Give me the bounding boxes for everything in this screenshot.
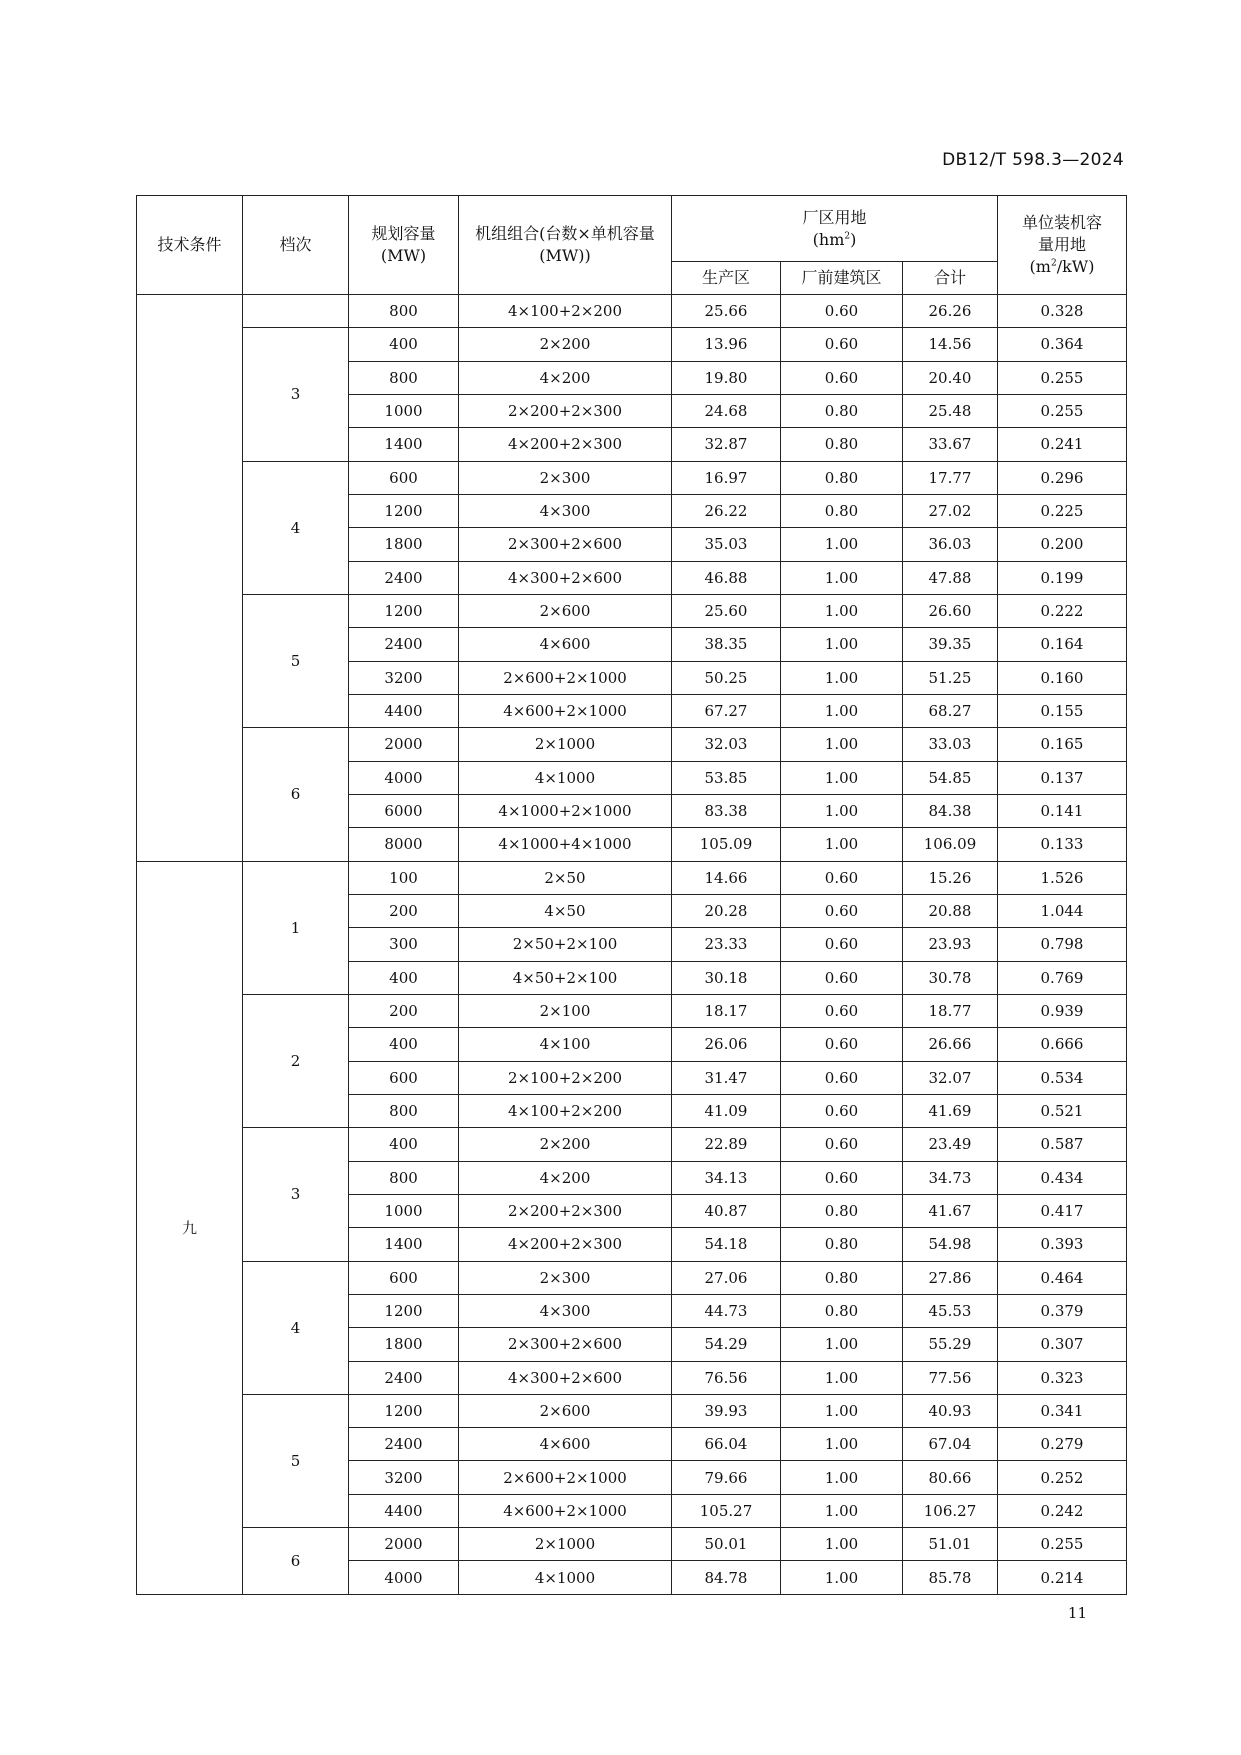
cell-total: 33.03 [903,728,998,761]
cell-total: 23.49 [903,1128,998,1161]
cell-front-building: 0.60 [781,994,903,1027]
cell-capacity: 6000 [349,794,459,827]
cell-production: 23.33 [672,928,781,961]
cell-grade: 5 [243,594,349,727]
cell-total: 23.93 [903,928,998,961]
cell-combination: 4×50 [459,894,672,927]
cell-capacity: 300 [349,928,459,961]
cell-front-building: 1.00 [781,628,903,661]
cell-unit-land: 0.939 [998,994,1127,1027]
cell-grade: 6 [243,1528,349,1595]
cell-combination: 4×1000 [459,1561,672,1594]
header-grade: 档次 [243,196,349,295]
cell-combination: 2×600+2×1000 [459,661,672,694]
cell-unit-land: 1.044 [998,894,1127,927]
cell-total: 54.98 [903,1228,998,1261]
cell-production: 54.29 [672,1328,781,1361]
cell-production: 79.66 [672,1461,781,1494]
cell-combination: 2×300+2×600 [459,528,672,561]
cell-combination: 4×300+2×600 [459,1361,672,1394]
cell-capacity: 200 [349,994,459,1027]
cell-front-building: 0.60 [781,861,903,894]
cell-unit-land: 0.252 [998,1461,1127,1494]
header-planned-capacity-label: 规划容量 [371,224,436,243]
cell-production: 22.89 [672,1128,781,1161]
cell-unit-land: 0.364 [998,328,1127,361]
cell-unit-land: 0.242 [998,1494,1127,1527]
cell-total: 25.48 [903,394,998,427]
cell-production: 27.06 [672,1261,781,1294]
cell-combination: 2×600 [459,594,672,627]
cell-combination: 2×300 [459,1261,672,1294]
cell-unit-land: 0.165 [998,728,1127,761]
cell-unit-land: 0.200 [998,528,1127,561]
cell-unit-land: 0.328 [998,295,1127,328]
cell-total: 36.03 [903,528,998,561]
cell-total: 27.86 [903,1261,998,1294]
cell-combination: 4×1000+4×1000 [459,828,672,861]
unit-prefix: (m [1029,257,1051,276]
table-row [137,994,1127,1027]
cell-total: 20.88 [903,894,998,927]
cell-front-building: 0.80 [781,1261,903,1294]
header-front-building-area: 厂前建筑区 [781,262,903,295]
cell-unit-land: 0.296 [998,461,1127,494]
cell-total: 27.02 [903,494,998,527]
cell-production: 50.01 [672,1528,781,1561]
cell-grade: 6 [243,728,349,861]
cell-capacity: 400 [349,961,459,994]
cell-front-building: 0.60 [781,894,903,927]
cell-total: 41.69 [903,1094,998,1127]
cell-unit-land: 0.160 [998,661,1127,694]
cell-unit-land: 0.521 [998,1094,1127,1127]
cell-combination: 4×50+2×100 [459,961,672,994]
cell-combination: 4×300+2×600 [459,561,672,594]
cell-capacity: 2000 [349,728,459,761]
cell-unit-land: 0.133 [998,828,1127,861]
cell-production: 35.03 [672,528,781,561]
cell-front-building: 1.00 [781,1461,903,1494]
cell-combination: 4×200 [459,1161,672,1194]
cell-grade: 3 [243,1128,349,1261]
cell-grade [243,295,349,328]
table-row [137,461,1127,494]
cell-combination: 4×200+2×300 [459,428,672,461]
cell-production: 16.97 [672,461,781,494]
cell-combination: 4×600 [459,1428,672,1461]
cell-total: 45.53 [903,1294,998,1327]
cell-total: 84.38 [903,794,998,827]
cell-capacity: 200 [349,894,459,927]
cell-front-building: 0.60 [781,961,903,994]
cell-combination: 2×100+2×200 [459,1061,672,1094]
cell-total: 51.01 [903,1528,998,1561]
cell-capacity: 2400 [349,628,459,661]
cell-capacity: 1200 [349,494,459,527]
cell-capacity: 2000 [349,1528,459,1561]
table-row [137,1261,1127,1294]
cell-unit-land: 0.141 [998,794,1127,827]
cell-capacity: 2400 [349,1361,459,1394]
cell-capacity: 4400 [349,1494,459,1527]
cell-combination: 2×200 [459,328,672,361]
cell-front-building: 0.60 [781,1061,903,1094]
cell-front-building: 0.60 [781,1161,903,1194]
header-plant-land-label: 厂区用地 [802,207,867,227]
cell-total: 26.26 [903,295,998,328]
cell-grade: 3 [243,328,349,461]
cell-combination: 2×1000 [459,728,672,761]
cell-production: 84.78 [672,1561,781,1594]
cell-unit-land: 0.307 [998,1328,1127,1361]
cell-unit-land: 0.255 [998,1528,1127,1561]
cell-total: 15.26 [903,861,998,894]
cell-capacity: 3200 [349,1461,459,1494]
cell-front-building: 1.00 [781,561,903,594]
cell-unit-land: 0.769 [998,961,1127,994]
cell-front-building: 1.00 [781,594,903,627]
cell-unit-land: 0.798 [998,928,1127,961]
table-row [137,1394,1127,1427]
cell-total: 39.35 [903,628,998,661]
cell-capacity: 600 [349,1261,459,1294]
cell-capacity: 4400 [349,694,459,727]
cell-grade: 4 [243,461,349,594]
document-code: DB12/T 598.3—2024 [942,150,1124,170]
cell-front-building: 1.00 [781,1328,903,1361]
cell-front-building: 1.00 [781,1428,903,1461]
unit-suffix: /kW) [1056,257,1095,276]
table-row [137,328,1127,361]
cell-unit-land: 0.587 [998,1128,1127,1161]
cell-capacity: 3200 [349,661,459,694]
cell-unit-land: 0.241 [998,428,1127,461]
cell-total: 106.09 [903,828,998,861]
cell-combination: 2×200+2×300 [459,1194,672,1227]
cell-total: 47.88 [903,561,998,594]
cell-capacity: 2400 [349,561,459,594]
cell-capacity: 4000 [349,1561,459,1594]
cell-front-building: 1.00 [781,828,903,861]
cell-production: 67.27 [672,694,781,727]
cell-grade: 2 [243,994,349,1127]
cell-unit-land: 0.255 [998,394,1127,427]
cell-unit-land: 0.379 [998,1294,1127,1327]
cell-combination: 4×200+2×300 [459,1228,672,1261]
cell-unit-land: 0.255 [998,361,1127,394]
cell-combination: 2×50 [459,861,672,894]
cell-front-building: 1.00 [781,528,903,561]
cell-front-building: 0.60 [781,928,903,961]
cell-production: 66.04 [672,1428,781,1461]
cell-unit-land: 0.214 [998,1561,1127,1594]
cell-unit-land: 0.155 [998,694,1127,727]
unit-prefix: (hm [812,229,845,249]
cell-total: 18.77 [903,994,998,1027]
cell-tech-condition: 九 [137,861,243,1594]
cell-capacity: 800 [349,1161,459,1194]
cell-total: 33.67 [903,428,998,461]
cell-production: 44.73 [672,1294,781,1327]
cell-unit-land: 0.534 [998,1061,1127,1094]
cell-production: 83.38 [672,794,781,827]
cell-total: 51.25 [903,661,998,694]
cell-front-building: 0.60 [781,328,903,361]
cell-front-building: 1.00 [781,1361,903,1394]
land-use-table [136,195,1127,1595]
cell-front-building: 0.80 [781,461,903,494]
cell-capacity: 1400 [349,428,459,461]
cell-total: 67.04 [903,1428,998,1461]
cell-unit-land: 0.225 [998,494,1127,527]
unit-superscript: 2 [1050,258,1057,269]
cell-capacity: 100 [349,861,459,894]
cell-front-building: 1.00 [781,794,903,827]
cell-front-building: 0.80 [781,1194,903,1227]
header-unit-land-line2: 量用地 [1037,235,1086,254]
cell-total: 77.56 [903,1361,998,1394]
cell-production: 14.66 [672,861,781,894]
cell-capacity: 800 [349,361,459,394]
cell-production: 32.03 [672,728,781,761]
cell-capacity: 600 [349,1061,459,1094]
cell-production: 19.80 [672,361,781,394]
cell-combination: 4×200 [459,361,672,394]
cell-unit-land: 0.222 [998,594,1127,627]
cell-front-building: 0.60 [781,1094,903,1127]
cell-grade: 4 [243,1261,349,1394]
unit-superscript: 2 [844,231,851,242]
cell-total: 20.40 [903,361,998,394]
cell-front-building: 0.80 [781,494,903,527]
cell-production: 50.25 [672,661,781,694]
cell-capacity: 1000 [349,394,459,427]
cell-total: 26.66 [903,1028,998,1061]
cell-production: 54.18 [672,1228,781,1261]
header-planned-capacity [349,196,459,295]
cell-combination: 4×1000 [459,761,672,794]
table-row [137,728,1127,761]
cell-combination: 2×600 [459,1394,672,1427]
cell-combination: 2×1000 [459,1528,672,1561]
cell-total: 106.27 [903,1494,998,1527]
cell-front-building: 1.00 [781,1494,903,1527]
cell-front-building: 0.80 [781,1294,903,1327]
cell-combination: 2×200 [459,1128,672,1161]
cell-combination: 2×300 [459,461,672,494]
cell-combination: 2×100 [459,994,672,1027]
cell-capacity: 1200 [349,1394,459,1427]
cell-unit-land: 1.526 [998,861,1127,894]
cell-production: 46.88 [672,561,781,594]
cell-production: 39.93 [672,1394,781,1427]
cell-combination: 2×50+2×100 [459,928,672,961]
table-row [137,295,1127,328]
cell-production: 25.66 [672,295,781,328]
cell-capacity: 400 [349,1028,459,1061]
cell-capacity: 1200 [349,1294,459,1327]
cell-unit-land: 0.393 [998,1228,1127,1261]
cell-front-building: 1.00 [781,761,903,794]
cell-capacity: 1200 [349,594,459,627]
header-total: 合计 [903,262,998,295]
cell-front-building: 1.00 [781,1394,903,1427]
cell-production: 105.27 [672,1494,781,1527]
unit-suffix: ) [850,229,857,249]
cell-production: 40.87 [672,1194,781,1227]
header-plant-land-unit [672,229,997,251]
cell-unit-land: 0.323 [998,1361,1127,1394]
cell-combination: 4×100+2×200 [459,295,672,328]
table-body [137,295,1127,1595]
cell-production: 32.87 [672,428,781,461]
cell-total: 14.56 [903,328,998,361]
cell-capacity: 400 [349,328,459,361]
header-unit-land [998,196,1127,295]
cell-unit-land: 0.666 [998,1028,1127,1061]
cell-tech-condition [137,295,243,862]
cell-front-building: 1.00 [781,661,903,694]
cell-combination: 2×600+2×1000 [459,1461,672,1494]
cell-capacity: 8000 [349,828,459,861]
cell-capacity: 2400 [349,1428,459,1461]
cell-front-building: 0.80 [781,394,903,427]
cell-front-building: 0.60 [781,1028,903,1061]
cell-production: 26.22 [672,494,781,527]
cell-total: 17.77 [903,461,998,494]
cell-total: 30.78 [903,961,998,994]
cell-production: 76.56 [672,1361,781,1394]
cell-unit-land: 0.434 [998,1161,1127,1194]
cell-total: 34.73 [903,1161,998,1194]
cell-production: 18.17 [672,994,781,1027]
cell-production: 31.47 [672,1061,781,1094]
table-row [137,1528,1127,1561]
cell-capacity: 800 [349,1094,459,1127]
page-number: 11 [1067,1604,1087,1622]
cell-total: 68.27 [903,694,998,727]
header-plant-land [672,196,998,262]
cell-production: 41.09 [672,1094,781,1127]
cell-front-building: 0.60 [781,1128,903,1161]
cell-unit-land: 0.164 [998,628,1127,661]
cell-combination: 4×100 [459,1028,672,1061]
cell-total: 26.60 [903,594,998,627]
cell-capacity: 1400 [349,1228,459,1261]
cell-production: 53.85 [672,761,781,794]
cell-grade: 1 [243,861,349,994]
cell-combination: 4×600+2×1000 [459,1494,672,1527]
header-unit-land-line1: 单位装机容 [1021,213,1102,232]
cell-production: 24.68 [672,394,781,427]
cell-combination: 4×300 [459,494,672,527]
cell-combination: 4×300 [459,1294,672,1327]
cell-unit-land: 0.279 [998,1428,1127,1461]
table-row [137,861,1127,894]
cell-total: 80.66 [903,1461,998,1494]
cell-front-building: 0.80 [781,1228,903,1261]
cell-capacity: 1800 [349,1328,459,1361]
cell-production: 30.18 [672,961,781,994]
header-planned-capacity-unit: (MW) [380,246,427,265]
cell-front-building: 0.60 [781,295,903,328]
cell-combination: 2×300+2×600 [459,1328,672,1361]
cell-capacity: 1000 [349,1194,459,1227]
cell-production: 26.06 [672,1028,781,1061]
cell-production: 38.35 [672,628,781,661]
cell-total: 55.29 [903,1328,998,1361]
cell-total: 32.07 [903,1061,998,1094]
cell-front-building: 1.00 [781,1528,903,1561]
cell-combination: 4×600 [459,628,672,661]
header-production-area: 生产区 [672,262,781,295]
cell-front-building: 1.00 [781,694,903,727]
cell-combination: 2×200+2×300 [459,394,672,427]
cell-front-building: 0.80 [781,428,903,461]
cell-total: 40.93 [903,1394,998,1427]
cell-production: 13.96 [672,328,781,361]
cell-unit-land: 0.417 [998,1194,1127,1227]
cell-capacity: 800 [349,295,459,328]
cell-unit-land: 0.341 [998,1394,1127,1427]
header-unit-combination [459,196,672,295]
cell-grade: 5 [243,1394,349,1527]
table-row [137,1128,1127,1161]
cell-combination: 4×600+2×1000 [459,694,672,727]
cell-total: 85.78 [903,1561,998,1594]
cell-capacity: 4000 [349,761,459,794]
header-unit-combination-label: 机组组合(台数×单机容量(MW)) [475,224,655,265]
cell-total: 54.85 [903,761,998,794]
cell-front-building: 1.00 [781,1561,903,1594]
cell-unit-land: 0.464 [998,1261,1127,1294]
header-unit-land-unit [998,256,1126,278]
cell-combination: 4×100+2×200 [459,1094,672,1127]
cell-capacity: 1800 [349,528,459,561]
cell-combination: 4×1000+2×1000 [459,794,672,827]
cell-capacity: 600 [349,461,459,494]
header-tech-condition: 技术条件 [137,196,243,295]
cell-total: 41.67 [903,1194,998,1227]
cell-front-building: 0.60 [781,361,903,394]
cell-production: 105.09 [672,828,781,861]
cell-front-building: 1.00 [781,728,903,761]
cell-production: 34.13 [672,1161,781,1194]
cell-unit-land: 0.137 [998,761,1127,794]
cell-capacity: 400 [349,1128,459,1161]
cell-unit-land: 0.199 [998,561,1127,594]
cell-production: 20.28 [672,894,781,927]
cell-production: 25.60 [672,594,781,627]
table-row [137,594,1127,627]
